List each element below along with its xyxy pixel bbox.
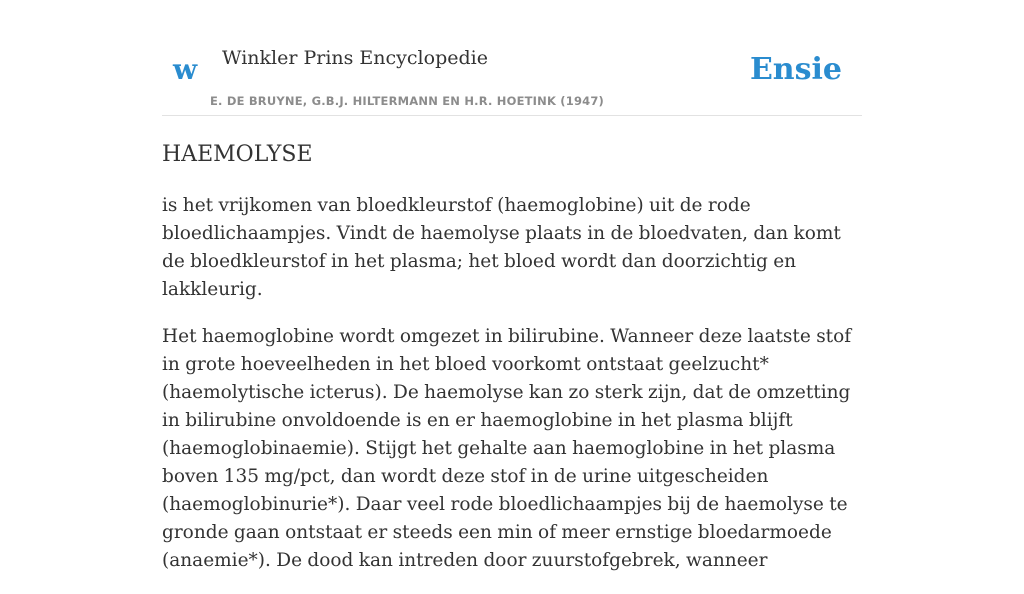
article-paragraph: Het haemoglobine wordt omgezet in bilirubine. Wanneer deze laatste stof in grote hoeveelheden in het bloed voorkomt ontstaat geelzucht* (haemolytische icterus). De haemolyse kan zo sterk zijn, dat de omzetting in bilirubine onvoldoende is en er haemoglobine in het plasma blijft (haemoglobinaemie). Stijgt het gehalte aan haemoglobine in het plasma boven 135 mg/pct, dan wordt deze stof in de urine uitgescheiden (haemoglobinurie*). Daar veel rode bloedlichaampjes bij de haemolyse te gronde gaan ontstaat er steeds een min of meer ernstige bloedarmoede (anaemie*). De dood kan intreden door zuurstofgebrek, wanneer [162, 326, 852, 571]
article-title: HAEMOLYSE [162, 142, 313, 167]
ensie-logo[interactable]: Ensie [749, 52, 842, 87]
article-body [162, 192, 862, 594]
publication-title[interactable]: Winkler Prins Encyclopedie [222, 47, 488, 69]
header [162, 0, 862, 116]
publication-logo[interactable]: w [173, 53, 198, 86]
article-paragraph: is het vrijkomen van bloedkleurstof (haemoglobine) uit de rode bloedlichaampjes. Vindt de haemolyse plaats in de bloedvaten, dan komt de bloedkleurstof in het plasma; het bloed wordt dan doorzichtig en lakkleurig. [162, 195, 841, 300]
page [162, 0, 862, 571]
publication-authors: E. DE BRUYNE, G.B.J. HILTERMANN EN H.R. HOETINK (1947) [210, 94, 605, 108]
